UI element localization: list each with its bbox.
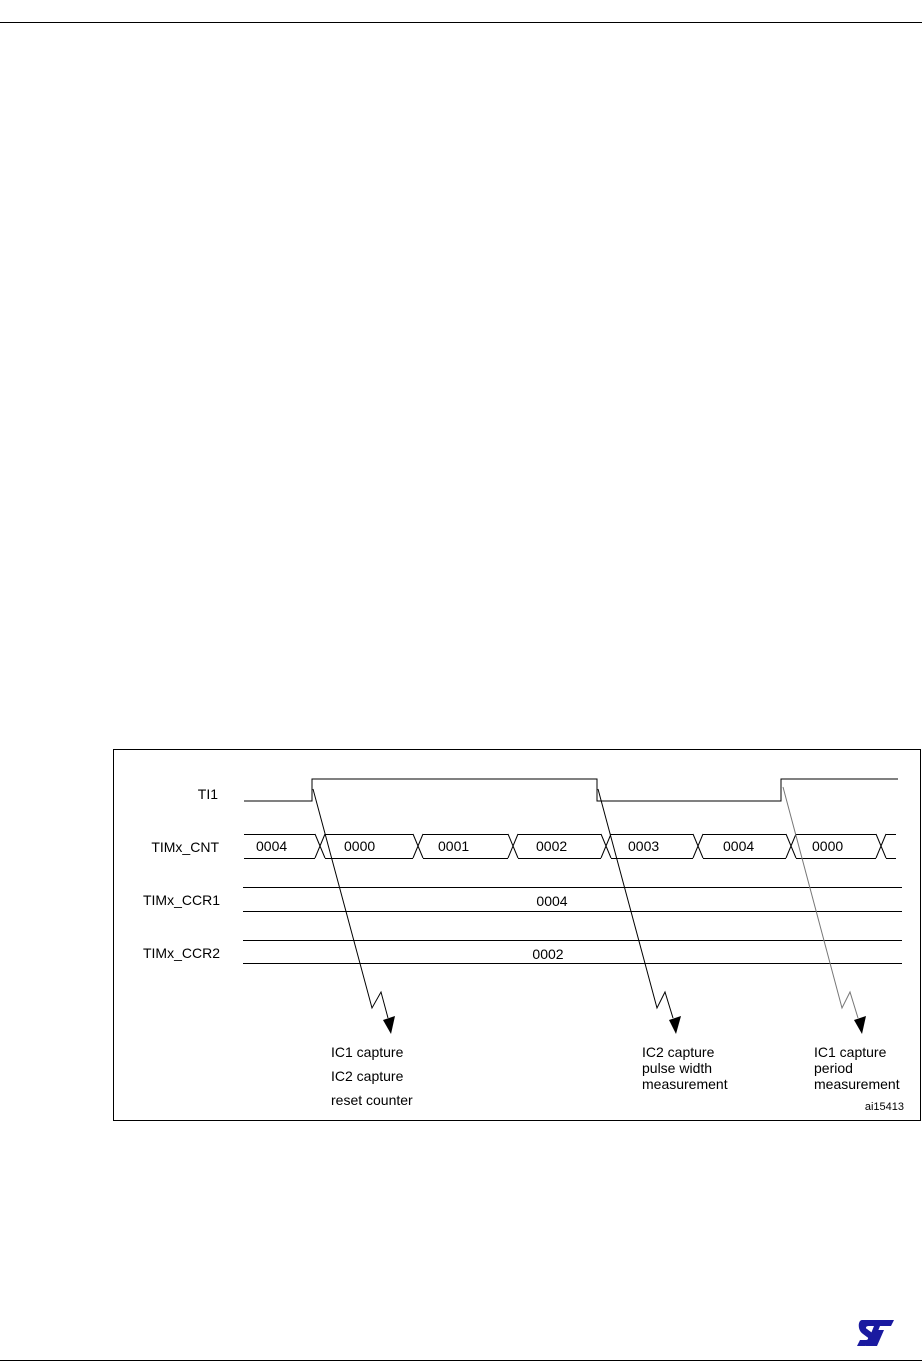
signal-label-cnt: TIMx_CNT: [151, 839, 219, 855]
ti1-waveform: [244, 779, 898, 801]
ccr1-value: 0004: [536, 893, 568, 909]
cnt-value: 0002: [536, 838, 568, 854]
signal-label-ccr2: TIMx_CCR2: [142, 945, 220, 961]
annotation-line: IC2 capture: [331, 1068, 404, 1084]
annotation-line: IC1 capture: [814, 1044, 887, 1060]
cnt-bus-crossing: [601, 834, 611, 858]
signal-label-ti1: TI1: [197, 786, 218, 802]
cnt-value-labels: [256, 838, 843, 854]
annotation-ic1-period: [814, 1044, 900, 1092]
annotation-line: IC2 capture: [642, 1044, 715, 1060]
annotation-line: pulse width: [642, 1060, 713, 1076]
cnt-bus-crossing: [508, 834, 518, 858]
ccr2-value: 0002: [532, 946, 564, 962]
cnt-bus: [244, 834, 896, 859]
cnt-bus-crossing: [315, 834, 325, 858]
annotation-line: IC1 capture: [331, 1044, 404, 1060]
annotation-line: reset counter: [331, 1092, 413, 1108]
cnt-value: 0003: [628, 838, 660, 854]
cnt-value: 0000: [812, 838, 844, 854]
figure-id: ai15413: [864, 1101, 904, 1113]
cnt-value: 0001: [438, 838, 470, 854]
annotation-line: measurement: [642, 1076, 728, 1092]
cnt-bus-crossing: [876, 834, 886, 858]
cnt-value: 0000: [344, 838, 376, 854]
signal-label-ccr1: TIMx_CCR1: [142, 892, 220, 908]
st-logo: [856, 1318, 896, 1348]
annotation-line: period: [814, 1060, 853, 1076]
annotation-line: measurement: [814, 1076, 900, 1092]
annotation-ic1-reset: [331, 1044, 413, 1108]
cnt-bus-crossing: [693, 834, 703, 858]
cnt-value: 0004: [256, 838, 288, 854]
diagram-frame: [114, 750, 921, 1121]
cnt-bus-crossing: [786, 834, 796, 858]
cnt-bus-crossing: [413, 834, 423, 858]
cnt-value: 0004: [723, 838, 755, 854]
capture-arrow-3: [783, 787, 866, 1034]
annotation-ic2-pulse: [642, 1044, 728, 1092]
